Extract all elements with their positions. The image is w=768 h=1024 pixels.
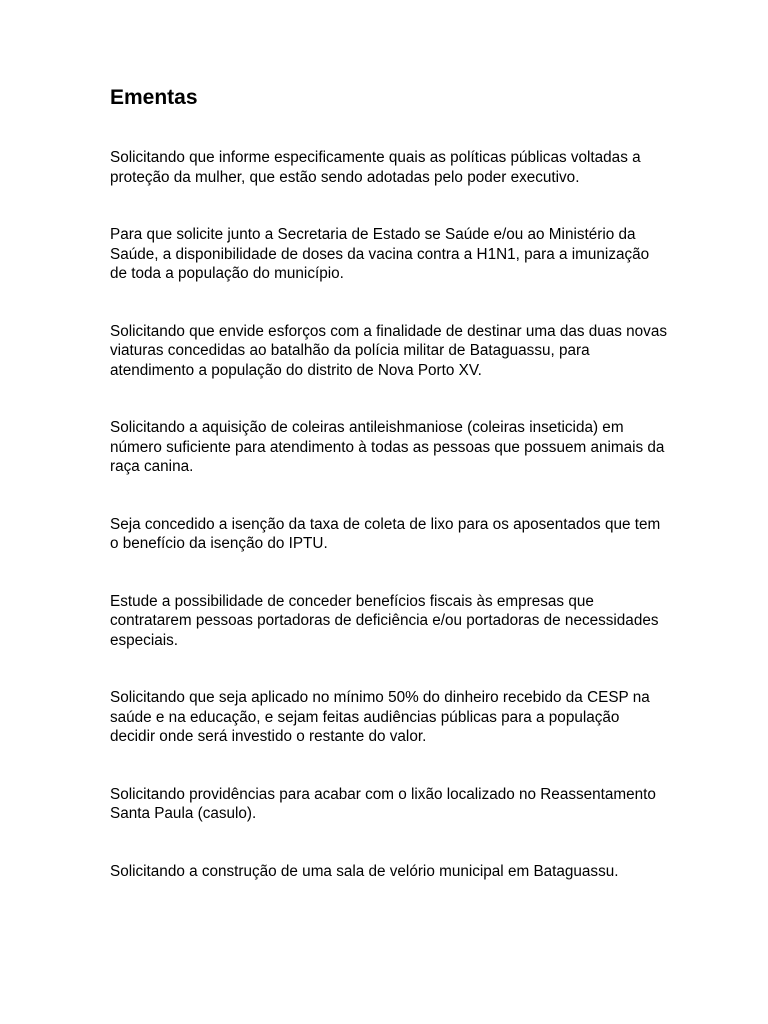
ementa-item: Para que solicite junto a Secretaria de Estado se Saúde e/ou ao Ministério da Saúde, a disponibilidade de doses da vacina contra a H1N1, para a imunização de toda a população do município. xyxy=(110,226,650,282)
ementa-item: Solicitando a construção de uma sala de velório municipal em Bataguassu. xyxy=(110,862,619,880)
ementa-item: Solicitando providências para acabar com o lixão localizado no Reassentamento Santa Paula (casulo). xyxy=(110,785,656,822)
ementa-item: Solicitando a aquisição de coleiras antileishmaniose (coleiras inseticida) em número suficiente para atendimento à todas as pessoas que possuem animais da raça canina. xyxy=(110,419,665,475)
page-title: Ementas xyxy=(110,86,198,109)
ementa-item: Solicitando que envide esforços com a finalidade de destinar uma das duas novas viaturas concedidas ao batalhão da polícia militar de Bataguassu, para atendimento a população do distrito de Nova Porto XV. xyxy=(110,322,667,379)
ementas-list xyxy=(110,148,668,881)
ementa-item: Seja concedido a isenção da taxa de coleta de lixo para os aposentados que tem o benefício da isenção do IPTU. xyxy=(110,515,661,552)
ementa-item: Solicitando que informe especificamente quais as políticas públicas voltadas a proteção da mulher, que estão sendo adotadas pelo poder executivo. xyxy=(110,149,641,186)
ementa-item: Estude a possibilidade de conceder benefícios fiscais às empresas que contratarem pessoas portadoras de deficiência e/ou portadoras de necessidades especiais. xyxy=(110,592,659,649)
ementa-item: Solicitando que seja aplicado no mínimo 50% do dinheiro recebido da CESP na saúde e na educação, e sejam feitas audiências públicas para a população decidir onde será investido o restante do valor. xyxy=(110,689,650,745)
